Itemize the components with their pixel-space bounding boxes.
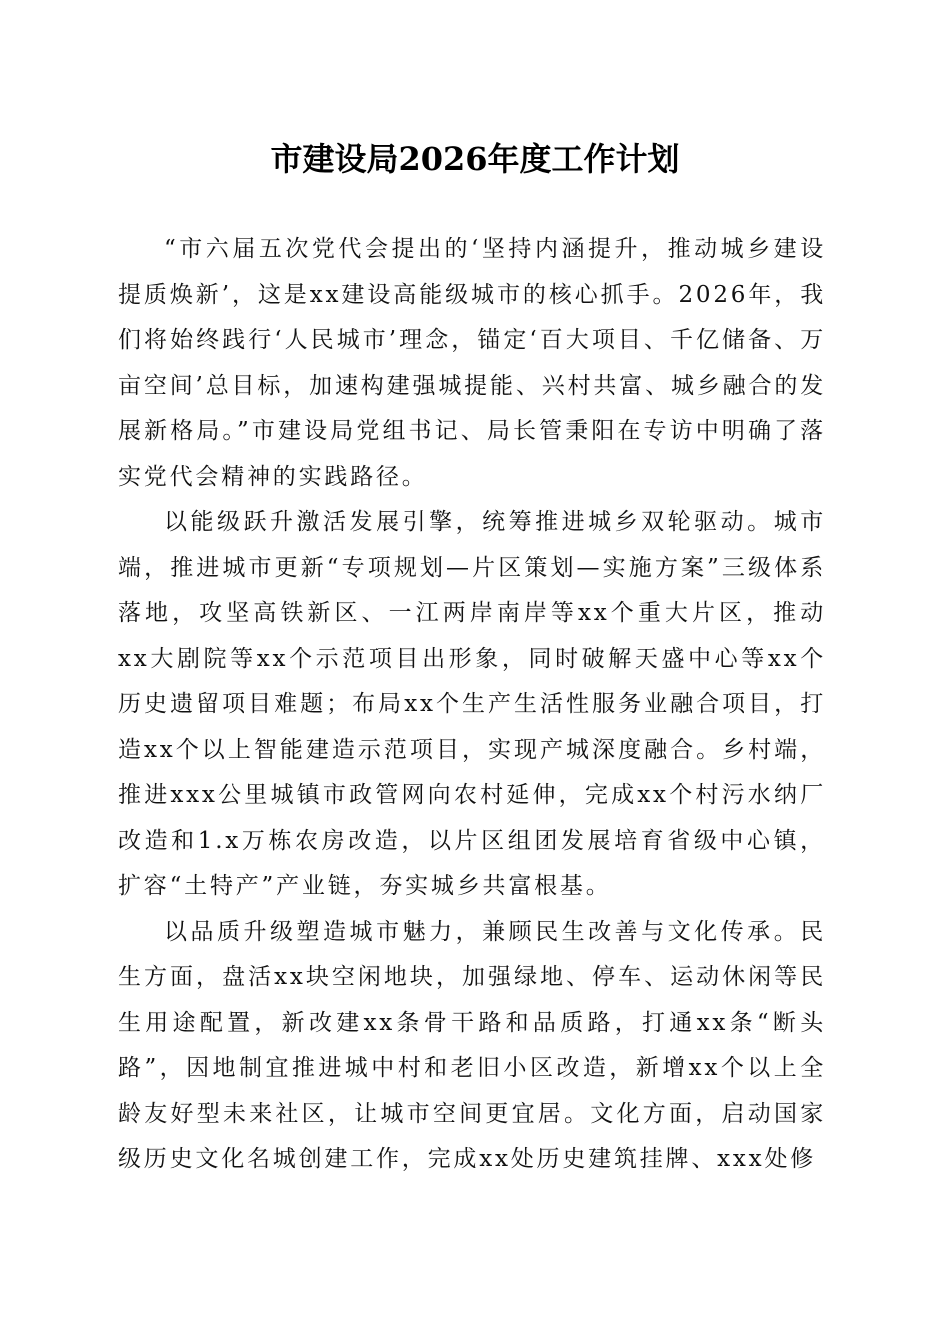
paragraph-1: “市六届五次党代会提出的‘坚持内涵提升，推动城乡建设提质焕新’，这是xx建设高能级城市的核心抓手。2026年，我们将始终践行‘人民城市’理念，锚定‘百大项目、千亿储备、万亩空间’总目标，加速构建强城提能、兴村共富、城乡融合的发展新格局。”市建设局党组书记、局长管秉阳在专访中明确了落实党代会精神的实践路径。: [118, 236, 826, 490]
paragraph-3: 以品质升级塑造城市魅力，兼顾民生改善与文化传承。民生方面，盘活xx块空闲地块，加强绿地、停车、运动休闲等民生用途配置，新改建xx条骨干路和品质路，打通xx条“断头路”，因地制宜推进城中村和老旧小区改造，新增xx个以上全龄友好型未来社区，让城市空间更宜居。文化方面，启动国家级历史文化名城创建工作，完成xx处历史建筑挂牌、xxx处修: [118, 918, 826, 1172]
document-body: [118, 227, 826, 1183]
paragraph-2: 以能级跃升激活发展引擎，统筹推进城乡双轮驱动。城市端，推进城市更新“专项规划—片区策划—实施方案”三级体系落地，攻坚高铁新区、一江两岸南岸等xx个重大片区，推动xx大剧院等xx个示范项目出形象，同时破解天盛中心等xx个历史遗留项目难题；布局xx个生产生活性服务业融合项目，打造xx个以上智能建造示范项目，实现产城深度融合。乡村端，推进xxx公里城镇市政管网向农村延伸，完成xx个村污水纳厂改造和1.x万栋农房改造，以片区组团发展培育省级中心镇，扩容“土特产”产业链，夯实城乡共富根基。: [118, 509, 826, 899]
page-title: 市建设局2026年度工作计划: [270, 140, 680, 178]
